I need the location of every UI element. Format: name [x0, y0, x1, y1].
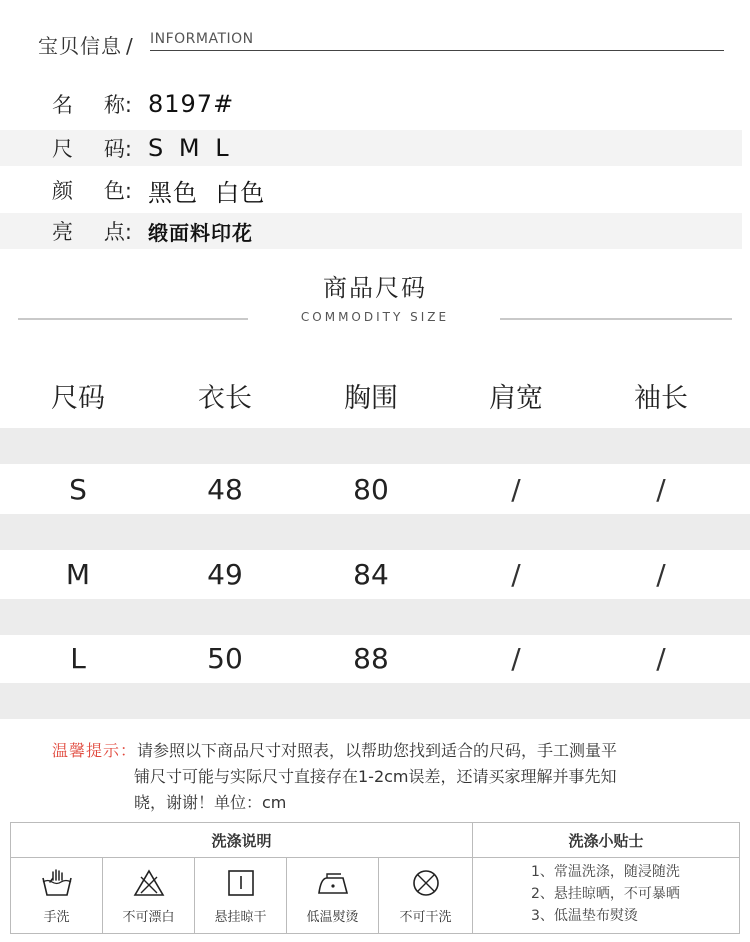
cell-sleeve: /	[656, 473, 666, 506]
info-label-char: 亮	[52, 220, 73, 244]
cell-length: 48	[207, 473, 243, 506]
info-label-char: 称:	[103, 93, 132, 117]
product-code: 8197#	[148, 90, 235, 118]
hang-dry-icon	[195, 866, 286, 900]
cell-shoulder: /	[511, 642, 521, 675]
wash-item	[287, 858, 379, 933]
info-row-size	[0, 130, 742, 166]
size-options: S M L	[148, 134, 230, 162]
list-item: 3、低温垫布熨烫	[531, 908, 638, 924]
info-row-color	[0, 172, 742, 208]
table-band	[0, 683, 750, 719]
wash-item-label: 低温熨烫	[306, 910, 359, 925]
wash-item-label: 悬挂晾干	[214, 910, 267, 925]
size-section-title: 商品尺码	[323, 274, 427, 302]
cell-shoulder: /	[511, 558, 521, 591]
wash-item	[103, 858, 195, 933]
header-bust: 胸围	[344, 383, 398, 414]
size-section-subtitle: COMMODITY SIZE	[300, 310, 450, 324]
cell-length: 49	[207, 558, 243, 591]
table-band	[0, 428, 750, 464]
low-iron-icon	[287, 866, 378, 900]
cell-shoulder: /	[511, 473, 521, 506]
wash-instructions-title: 洗涤说明	[11, 823, 472, 858]
wash-item-label: 不可漂白	[122, 910, 175, 925]
table-row	[0, 636, 750, 684]
cell-bust: 88	[353, 642, 389, 675]
header-shoulder: 肩宽	[489, 383, 543, 414]
cell-size: L	[70, 642, 86, 675]
cell-size: M	[65, 558, 91, 591]
wash-item-label: 手洗	[43, 910, 70, 925]
section-title-info: 宝贝信息 /	[38, 34, 134, 58]
color-options: 黑色 白色	[148, 178, 266, 207]
cell-bust: 80	[353, 473, 389, 506]
wash-tips	[473, 823, 739, 933]
list-item: 1、常温洗涤，随浸随洗	[531, 864, 680, 880]
section-title-info-en: INFORMATION	[150, 31, 254, 47]
header-length: 衣长	[198, 383, 252, 414]
wash-tips-list	[531, 861, 680, 927]
wash-tips-title: 洗涤小贴士	[473, 823, 739, 858]
cell-sleeve: /	[656, 642, 666, 675]
header-sleeve: 袖长	[634, 383, 688, 414]
cell-bust: 84	[353, 558, 389, 591]
cell-size: S	[69, 473, 87, 506]
no-dry-clean-icon	[379, 866, 472, 900]
info-row-name	[0, 86, 742, 122]
wash-item	[379, 858, 472, 933]
cell-length: 50	[207, 642, 243, 675]
tip-label: 温馨提示：	[52, 741, 138, 760]
table-band	[0, 514, 750, 550]
tip-line-2: 铺尺寸可能与实际尺寸直接存在1-2cm误差，还请买家理解并事先知	[134, 767, 617, 786]
tip-line-3: 晓，谢谢！单位：cm	[134, 793, 287, 812]
divider-right	[500, 318, 732, 320]
info-label-char: 点:	[103, 220, 132, 244]
info-label-char: 码:	[103, 137, 132, 161]
info-label-char: 色:	[103, 179, 132, 203]
info-label-char: 颜	[52, 179, 73, 203]
tip-line-1: 请参照以下商品尺寸对照表，以帮助您找到适合的尺码，手工测量平	[137, 741, 618, 760]
wash-item	[11, 858, 103, 933]
highlight-value: 缎面料印花	[148, 220, 253, 245]
table-row	[0, 467, 750, 515]
header-divider	[150, 50, 724, 51]
size-table-header	[0, 372, 750, 418]
info-row-highlight	[0, 213, 742, 249]
wash-instructions	[11, 823, 473, 933]
wash-item-label: 不可干洗	[399, 910, 452, 925]
table-band	[0, 599, 750, 635]
header-size: 尺码	[51, 383, 105, 414]
wash-care-table	[10, 822, 740, 934]
cell-sleeve: /	[656, 558, 666, 591]
no-bleach-icon	[103, 866, 194, 900]
table-row	[0, 552, 750, 600]
list-item: 2、悬挂晾晒，不可暴晒	[531, 886, 680, 902]
info-label-char: 名	[52, 93, 73, 117]
wash-item	[195, 858, 287, 933]
info-label-char: 尺	[52, 137, 73, 161]
hand-wash-icon	[11, 866, 102, 900]
